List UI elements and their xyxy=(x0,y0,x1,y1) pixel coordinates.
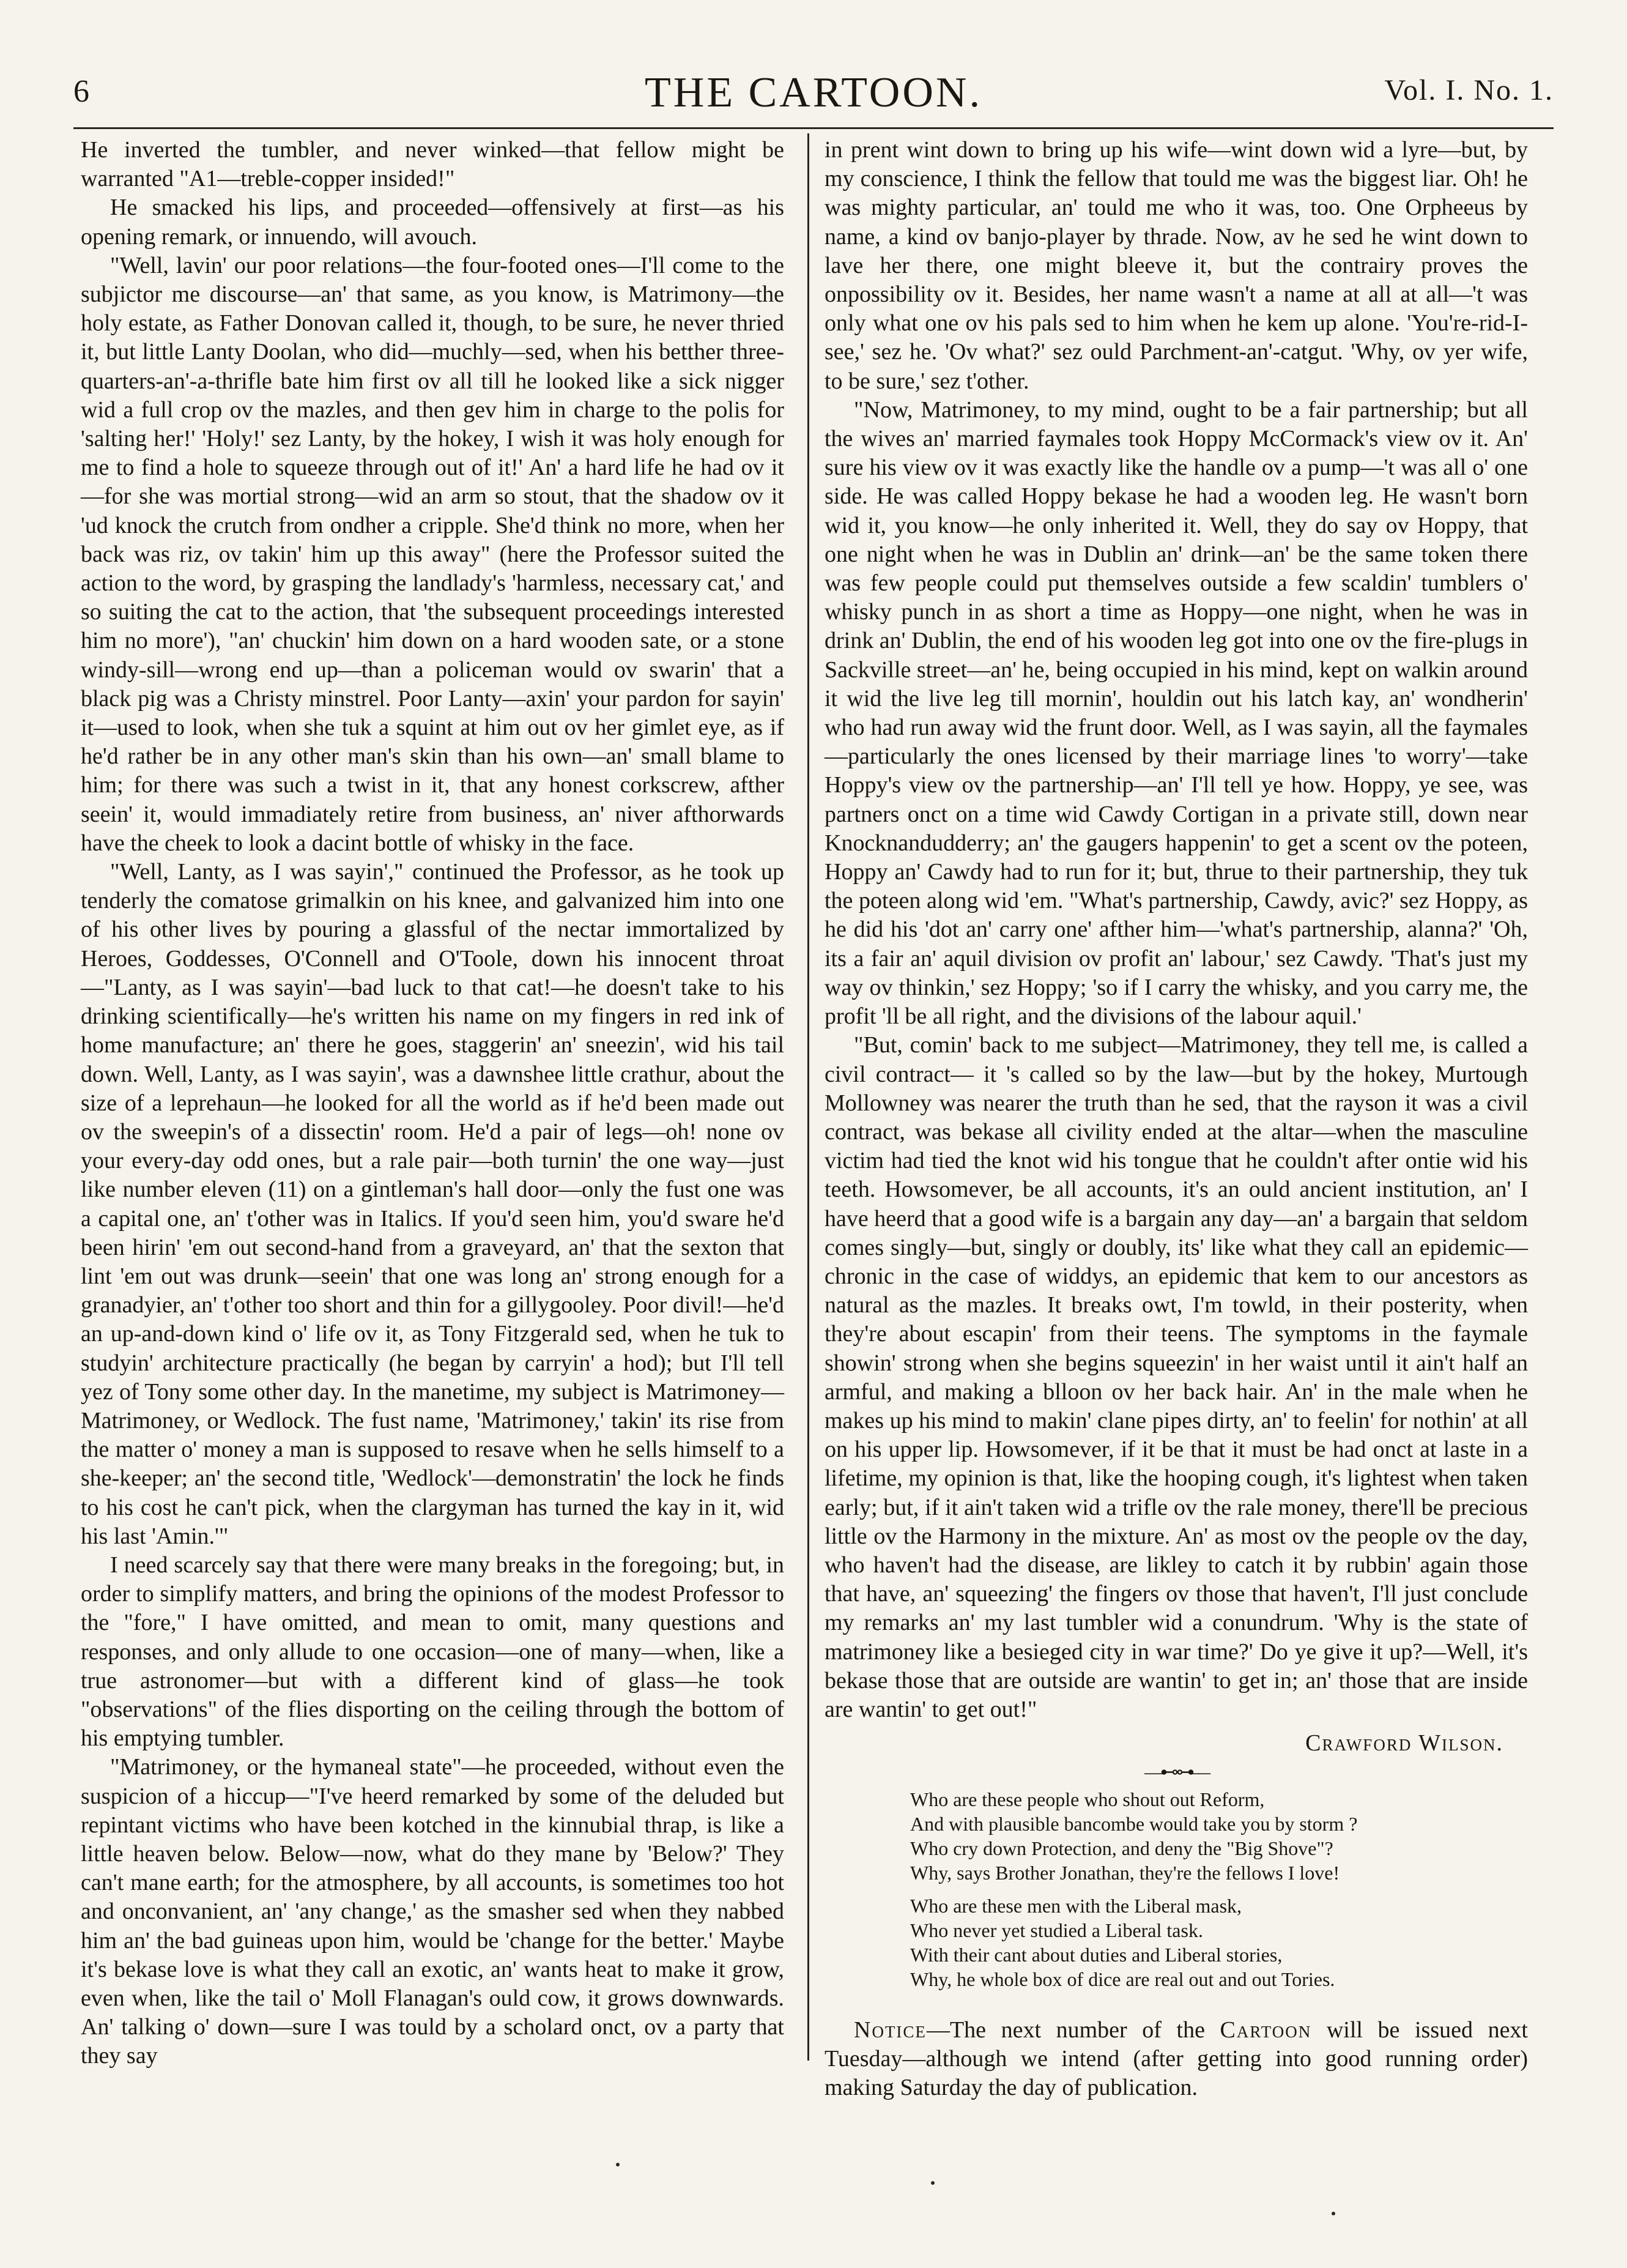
author-signature: Crawford Wilson. xyxy=(1305,1730,1503,1757)
notice-text: —The next number of the xyxy=(926,2017,1220,2043)
header-rule xyxy=(73,127,1554,129)
poem-line: Who are these men with the Liberal mask, xyxy=(910,1894,1242,1917)
page-number: 6 xyxy=(73,74,89,109)
poem-line: And with plausible bancombe would take you by storm ? xyxy=(910,1812,1358,1835)
notice-cartoon-name: Cartoon xyxy=(1220,2017,1312,2043)
publication-notice xyxy=(825,2016,1528,2103)
poem-line: Who never yet studied a Liberal task. xyxy=(910,1919,1203,1941)
poem xyxy=(910,1787,1528,1991)
page-header xyxy=(73,69,1554,124)
notice-label: Notice xyxy=(854,2017,927,2043)
masthead-title: THE CARTOON. xyxy=(645,69,982,116)
poem-line: Who cry down Protection, and deny the "Big Shove"? xyxy=(910,1837,1333,1859)
notice-text: will be issued next Tuesday—although we intend (after getting into good running order) making Saturday the day of publication. xyxy=(825,2017,1528,2100)
paragraph: "But, comin' back to me subject—Matrimoney, they tell me, is called a civil contract— it 's called so by the law—but by the hokey, Murtough Mollowney was nearer the truth than he sed, that the rayson it was a civil contract, was bekase all civility ended at the altar—when the masculine victim had tied the knot wid his tongue that he couldn't after ontie wid his teeth. Howsomever, be all accounts, it's an ould ancient institution, an' I have heerd that a good wife is a bargain any day—an' a bargain that seldom comes singly—but, singly or doubly, its' like what they call an epidemic—chronic in the case of widdys, an epidemic that kem to our ancestors as natural as the mazles. It breaks owt, I'm towld, in their posterity, when they're about escapin' from their teens. The symptoms in the faymale showin' strong when she begins squeezin' in her waist until it ain't half an armful, and making a blloon ov her back hair. An' in the male when he makes up his mind to makin' clane pipes dirty, an' to feelin' for nothin' at all on his upper lip. Howsomever, if it be that it must be had onct at laste in a lifetime, my opinion is that, like the hooping cough, it's lightest when taken early; but, if it ain't taken wid a trifle ov the rale money, there'll be precious little ov the Harmony in the mixture. An' as most ov the people ov the day, who haven't had the disease, are likley to catch it by rubbin' again those that have, an' squeezing' the fingers ov those that haven't, I'll just conclude my remarks an' my last tumbler wid a conundrum. 'Why is the state of matrimoney like a besieged city in war time?' Do ye give it up?—Well, it's bekase those that are outside are wantin' to get in; an' those that are inside are wantin' to get out!" xyxy=(825,1032,1528,1722)
volume-number: Vol. I. No. 1. xyxy=(1384,74,1554,106)
paragraph: "Well, Lanty, as I was sayin'," continued the Professor, as he took up tenderly the comatose grimalkin on his knee, and galvanized him into one of his other lives by pouring a glassful of the nectar immortalized by Heroes, Goddesses, O'Connell and O'Toole, down his innocent throat—"Lanty, as I was sayin'—bad luck to that cat!—he doesn't take to his drinking scientifically—he's written his name on my fingers in red ink of home manufacture; an' there he goes, staggerin' an' sneezin', wid his tail down. Well, Lanty, as I was sayin', was a dawnshee little crathur, about the size of a leprehaun—he looked for all the world as if he'd been made out ov the sweepin's of a dissectin' room. He'd a pair of legs—oh! none ov your every-day odd ones, but a rale pair—both turnin' the one way—just like number eleven (11) on a gintleman's hall door—only the fust one was a capital one, an' t'other was in Italics. If you'd seen him, you'd sware he'd been hirin' 'em out second-hand from a graveyard, an' that the sexton that lint 'em out was drunk—seein' that one was long an' strong enough for a granadyier, an' t'other too short and thin for a gillygooley. Poor divil!—he'd an up-and-down kind o' life ov it, as Tony Fitzgerald sed, when he tuk to studyin' architecture practically (he began by carryin' a hod); but I'll tell yez of Tony some other day. In the manetime, my subject is Matrimoney—Matrimoney, or Wedlock. The fust name, 'Matrimoney,' takin' its rise from the matter o' money a man is supposed to resave when he sells himself to a she-keeper; an' the second title, 'Wedlock'—demonstratin' the lock he finds to his cost he can't pick, when the clargyman has turned the kay in it, wid his last 'Amin.'" xyxy=(81,859,784,1549)
ornament-divider: —⊷⊶— xyxy=(1144,1762,1208,1783)
paragraph: I need scarcely say that there were many breaks in the foregoing; but, in order to simplify matters, and bring the opinions of the modest Professor to the "fore," I have omitted, and mean to omit, many questions and responses, and only allude to one occasion—one of many—when, like a true astronomer—but with a different kind of glass—he took "observations" of the flies disporting on the ceiling through the bottom of his emptying tumbler. xyxy=(81,1552,784,1752)
paragraph: He smacked his lips, and proceeded—offensively at first—as his opening remark, or innuendo, will avouch. xyxy=(81,195,784,250)
poem-line: Why, says Brother Jonathan, they're the fellows I love! xyxy=(910,1861,1340,1884)
paragraph: in prent wint down to bring up his wife—wint down wid a lyre—but, by my conscience, I think the fellow that tould me was the biggest liar. Oh! he was mighty particular, an' tould me who it was, too. One Orpheeus by name, a kind ov banjo-player by thrade. Now, av he sed he wint down to lave her there, one might bleeve it, but the contrairy proves the onpossibility ov it. Besides, her name wasn't a name at all at all—'t was only what one ov his pals sed to him when he kem up alone. 'You're-rid-I-see,' sez he. 'Ov what?' sez ould Parchment-an'-catgut. 'Why, ov yer wife, to be sure,' sez t'other. xyxy=(825,137,1528,394)
column-right xyxy=(825,136,1528,2102)
column-divider xyxy=(807,133,809,2061)
poem-line: Who are these people who shout out Reform, xyxy=(910,1788,1265,1810)
paragraph: "Now, Matrimoney, to my mind, ought to be a fair partnership; but all the wives an' married faymales took Hoppy McCormack's view ov it. An' sure his view ov it was exactly like the handle ov a pump—'t was all o' one side. He was called Hoppy bekase he had a wooden leg. He wasn't born wid it, you know—he only inherited it. Well, they do say ov Hoppy, that one night when he was in Dublin an' drink—an' be the same token there was few people could put themselves outside a few scaldin' tumblers o' whisky punch in as short a time as Hoppy—one night, when he was in drink an' Dublin, the end of his wooden leg got into one ov the fire-plugs in Sackville street—an' he, being occupied in his mind, kept on walkin around it wid the live leg till mornin', houldin out his latch kay, an' wondherin' who had run away wid the frunt door. Well, as I was sayin, all the faymales—particularly the ones licensed by their marriage lines 'to worry'—take Hoppy's view ov the partnership—an' I'll tell ye how. Hoppy, ye see, was partners onct on a time wid Cawdy Cortigan in a private still, down near Knocknandudderry; an' the gaugers happenin' to get a scent ov the poteen, Hoppy an' Cawdy had to run for it; but, thrue to their partnership, they tuk the poteen along wid 'em. "What's partnership, Cawdy, avic?' sez Hoppy, as he did his 'dot an' carry one' afther him—'what's partnership, alanna?' 'Oh, its a fair an' aquil division ov profit an' labour,' sez Cawdy. 'That's just my way ov thinkin,' sez Hoppy; 'so if I carry the whisky, and you carry me, the profit 'll be all right, and the divisions of the labour aquil.' xyxy=(825,396,1528,1030)
column-left xyxy=(81,136,784,2071)
paragraph: "Well, lavin' our poor relations—the four-footed ones—I'll come to the subjictor me discourse—an' that same, as you know, is Matrimony—the holy estate, as Father Donovan called it, though, to be sure, he never thried it, but little Lanty Doolan, who did—muchly—sed, when his betther three-quarters-an'-a-thrifle bate him first ov all till he looked like a sick nigger wid a full crop ov the mazles, and then gev him in charge to the polis for 'salting her!' 'Holy!' sez Lanty, by the hokey, I wish it was holy enough for me to find a hole to squeeze through out of it!' An' a hard life he had ov it—for she was mortial strong—wid an arm so stout, that the shadow ov it 'ud knock the crutch from ondher a cripple. She'd think no more, when her back was riz, ov takin' him up this away" (here the Professor suited the action to the word, by grasping the landlady's 'harmless, necessary cat,' and so suiting the cat to the action, that 'the subsequent proceedings interested him no more'), "an' chuckin' him down on a hard wooden sate, or a stone windy-sill—wrong end up—than a policeman would ov swarin' that a black pig was a Christy minstrel. Poor Lanty—axin' your pardon for sayin' it—used to look, when she tuk a squint at him out ov her gimlet eye, as if he'd rather be in any other man's skin than his own—an' small blame to him; for there was such a twist in it, that any honest corkscrew, afther seein' it, would immadiately retire from business, an' niver afthorwards have the cheek to look a dacint bottle of whisky in the face. xyxy=(81,252,784,856)
print-specks xyxy=(0,2129,1627,2251)
paragraph: He inverted the tumbler, and never winked—that fellow might be warranted "A1—treble-copper insided!" xyxy=(81,137,784,192)
poem-line: With their cant about duties and Liberal stories, xyxy=(910,1943,1283,1966)
paragraph: "Matrimoney, or the hymaneal state"—he proceeded, without even the suspicion of a hiccup—"I've heerd remarked by some of the deluded but repintant victims who have been kotched in the kinnubial thrap, is like a little heaven below. Below—now, what do they mane by 'Below?' They can't mane earth; for the atmosphere, by all accounts, is sometimes too hot and onconvanient, an' 'any change,' as the smasher sed when they nabbed him an' the bad guineas upon him, would be 'change for the better.' Maybe it's bekase love is what they call an exotic, an' wants heat to make it grow, even when, like the tail o' Moll Flanagan's ould cow, it grows downwards. An' talking o' down—sure I was tould by a scholard onct, ov a party that they say xyxy=(81,1754,784,2069)
poem-line: Why, he whole box of dice are real out and out Tories. xyxy=(910,1968,1335,1990)
